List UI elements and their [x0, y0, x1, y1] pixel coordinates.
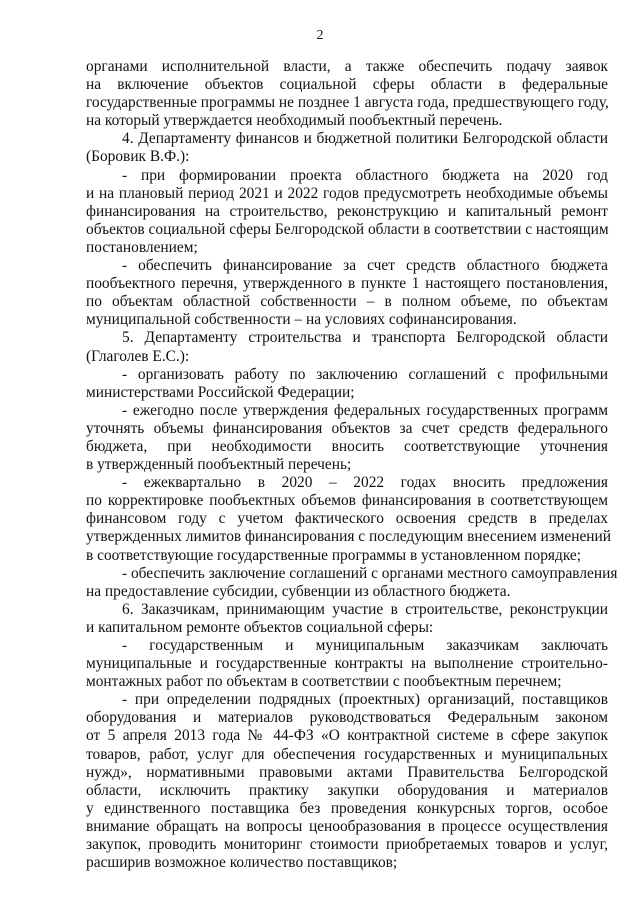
text-line: на который утверждается необходимый пообъектный перечень.	[86, 112, 503, 130]
text-line: - при формировании проекта областного бюджета на 2020 год	[122, 166, 608, 184]
text-line: и капитальном ремонте объектов социальной сферы:	[86, 618, 434, 636]
text-line: - ежеквартально в 2020 – 2022 годах вносить предложения	[122, 474, 608, 492]
text-line: объектов социальной сферы Белгородской области в соответствии с настоящим	[86, 220, 609, 238]
text-line: муниципальной собственности – на условиях софинансирования.	[86, 311, 517, 329]
text-line: монтажных работ по объектам в соответствии с пообъектным перечнем;	[86, 673, 562, 691]
text-line: финансовом году с учетом фактического освоения средств в пределах	[86, 510, 608, 528]
text-line: 5. Департаменту строительства и транспорта Белгородской области	[122, 329, 608, 347]
text-line: у единственного поставщика без проведения конкурсных торгов, особое	[86, 799, 608, 817]
text-line: бюджета, при необходимости вносить соответствующие уточнения	[86, 437, 608, 455]
text-line: финансирования на строительство, реконструкцию и капитальный ремонт	[86, 202, 608, 220]
text-line: органами исполнительной власти, а также обеспечить подачу заявок	[86, 58, 608, 75]
text-line: государственные программы не позднее 1 августа года, предшествующего году,	[86, 94, 609, 112]
text-line: закупок, проводить мониторинг стоимости приобретаемых товаров и услуг,	[86, 836, 608, 854]
text-line: от 5 апреля 2013 года № 44-ФЗ «О контрактной системе в сфере закупок	[86, 727, 608, 745]
text-line: - при определении подрядных (проектных) организаций, поставщиков	[122, 691, 608, 709]
text-line: - обеспечить финансирование за счет средств областного бюджета	[122, 257, 608, 275]
text-line: - обеспечить заключение соглашений с органами местного самоуправления	[122, 564, 618, 582]
text-line: в утвержденный пообъектный перечень;	[86, 456, 352, 474]
text-line: (Боровик В.Ф.):	[86, 148, 190, 166]
text-line: - ежегодно после утверждения федеральных государственных программ	[122, 401, 608, 419]
text-line: расширив возможное количество поставщиков;	[86, 854, 398, 872]
text-line: в соответствующие государственные программы в установленном порядке;	[86, 546, 582, 564]
text-line: - государственным и муниципальным заказчикам заключать	[122, 637, 608, 654]
text-line: на включение объектов социальной сферы области в федеральные	[86, 76, 608, 94]
text-line: и на плановый период 2021 и 2022 годов предусмотреть необходимые объемы	[86, 184, 608, 202]
document-body	[86, 58, 618, 872]
text-line: министерствами Российской Федерации;	[86, 383, 355, 401]
text-line: постановлением;	[86, 238, 198, 256]
text-line: по объектам областной собственности – в полном объеме, по объектам	[86, 293, 608, 311]
text-line: 6. Заказчикам, принимающим участие в строительстве, реконструкции	[122, 600, 608, 618]
text-line: утвержденных лимитов финансирования с последующим внесением изменений	[86, 528, 612, 546]
text-line: пообъектного перечня, утвержденного в пункте 1 настоящего постановления,	[86, 275, 608, 293]
text-line: оборудования и материалов руководствоваться Федеральным законом	[86, 709, 608, 727]
text-line: нужд», нормативными правовыми актами Правительства Белгородской	[86, 763, 608, 781]
text-line: муниципальные и государственные контракты на выполнение строительно-	[86, 655, 608, 673]
text-line: на предоставление субсидии, субвенции из областного бюджета.	[86, 582, 511, 600]
text-line: по корректировке пообъектных объемов финансирования в соответствующем	[86, 492, 608, 510]
text-line: внимание обращать на вопросы ценообразования в процессе осуществления	[86, 817, 608, 835]
text-line: товаров, работ, услуг для обеспечения государственных и муниципальных	[86, 745, 608, 763]
text-line: области, исключить практику закупки оборудования и материалов	[86, 781, 608, 799]
text-line: (Глаголев Е.С.):	[86, 347, 190, 365]
text-line: 4. Департаменту финансов и бюджетной политики Белгородской области	[122, 130, 608, 148]
text-line: уточнять объемы финансирования объектов за счет средств федерального	[86, 419, 608, 437]
text-line: - организовать работу по заключению соглашений с профильными	[122, 365, 608, 383]
page-number: 2	[316, 28, 324, 43]
